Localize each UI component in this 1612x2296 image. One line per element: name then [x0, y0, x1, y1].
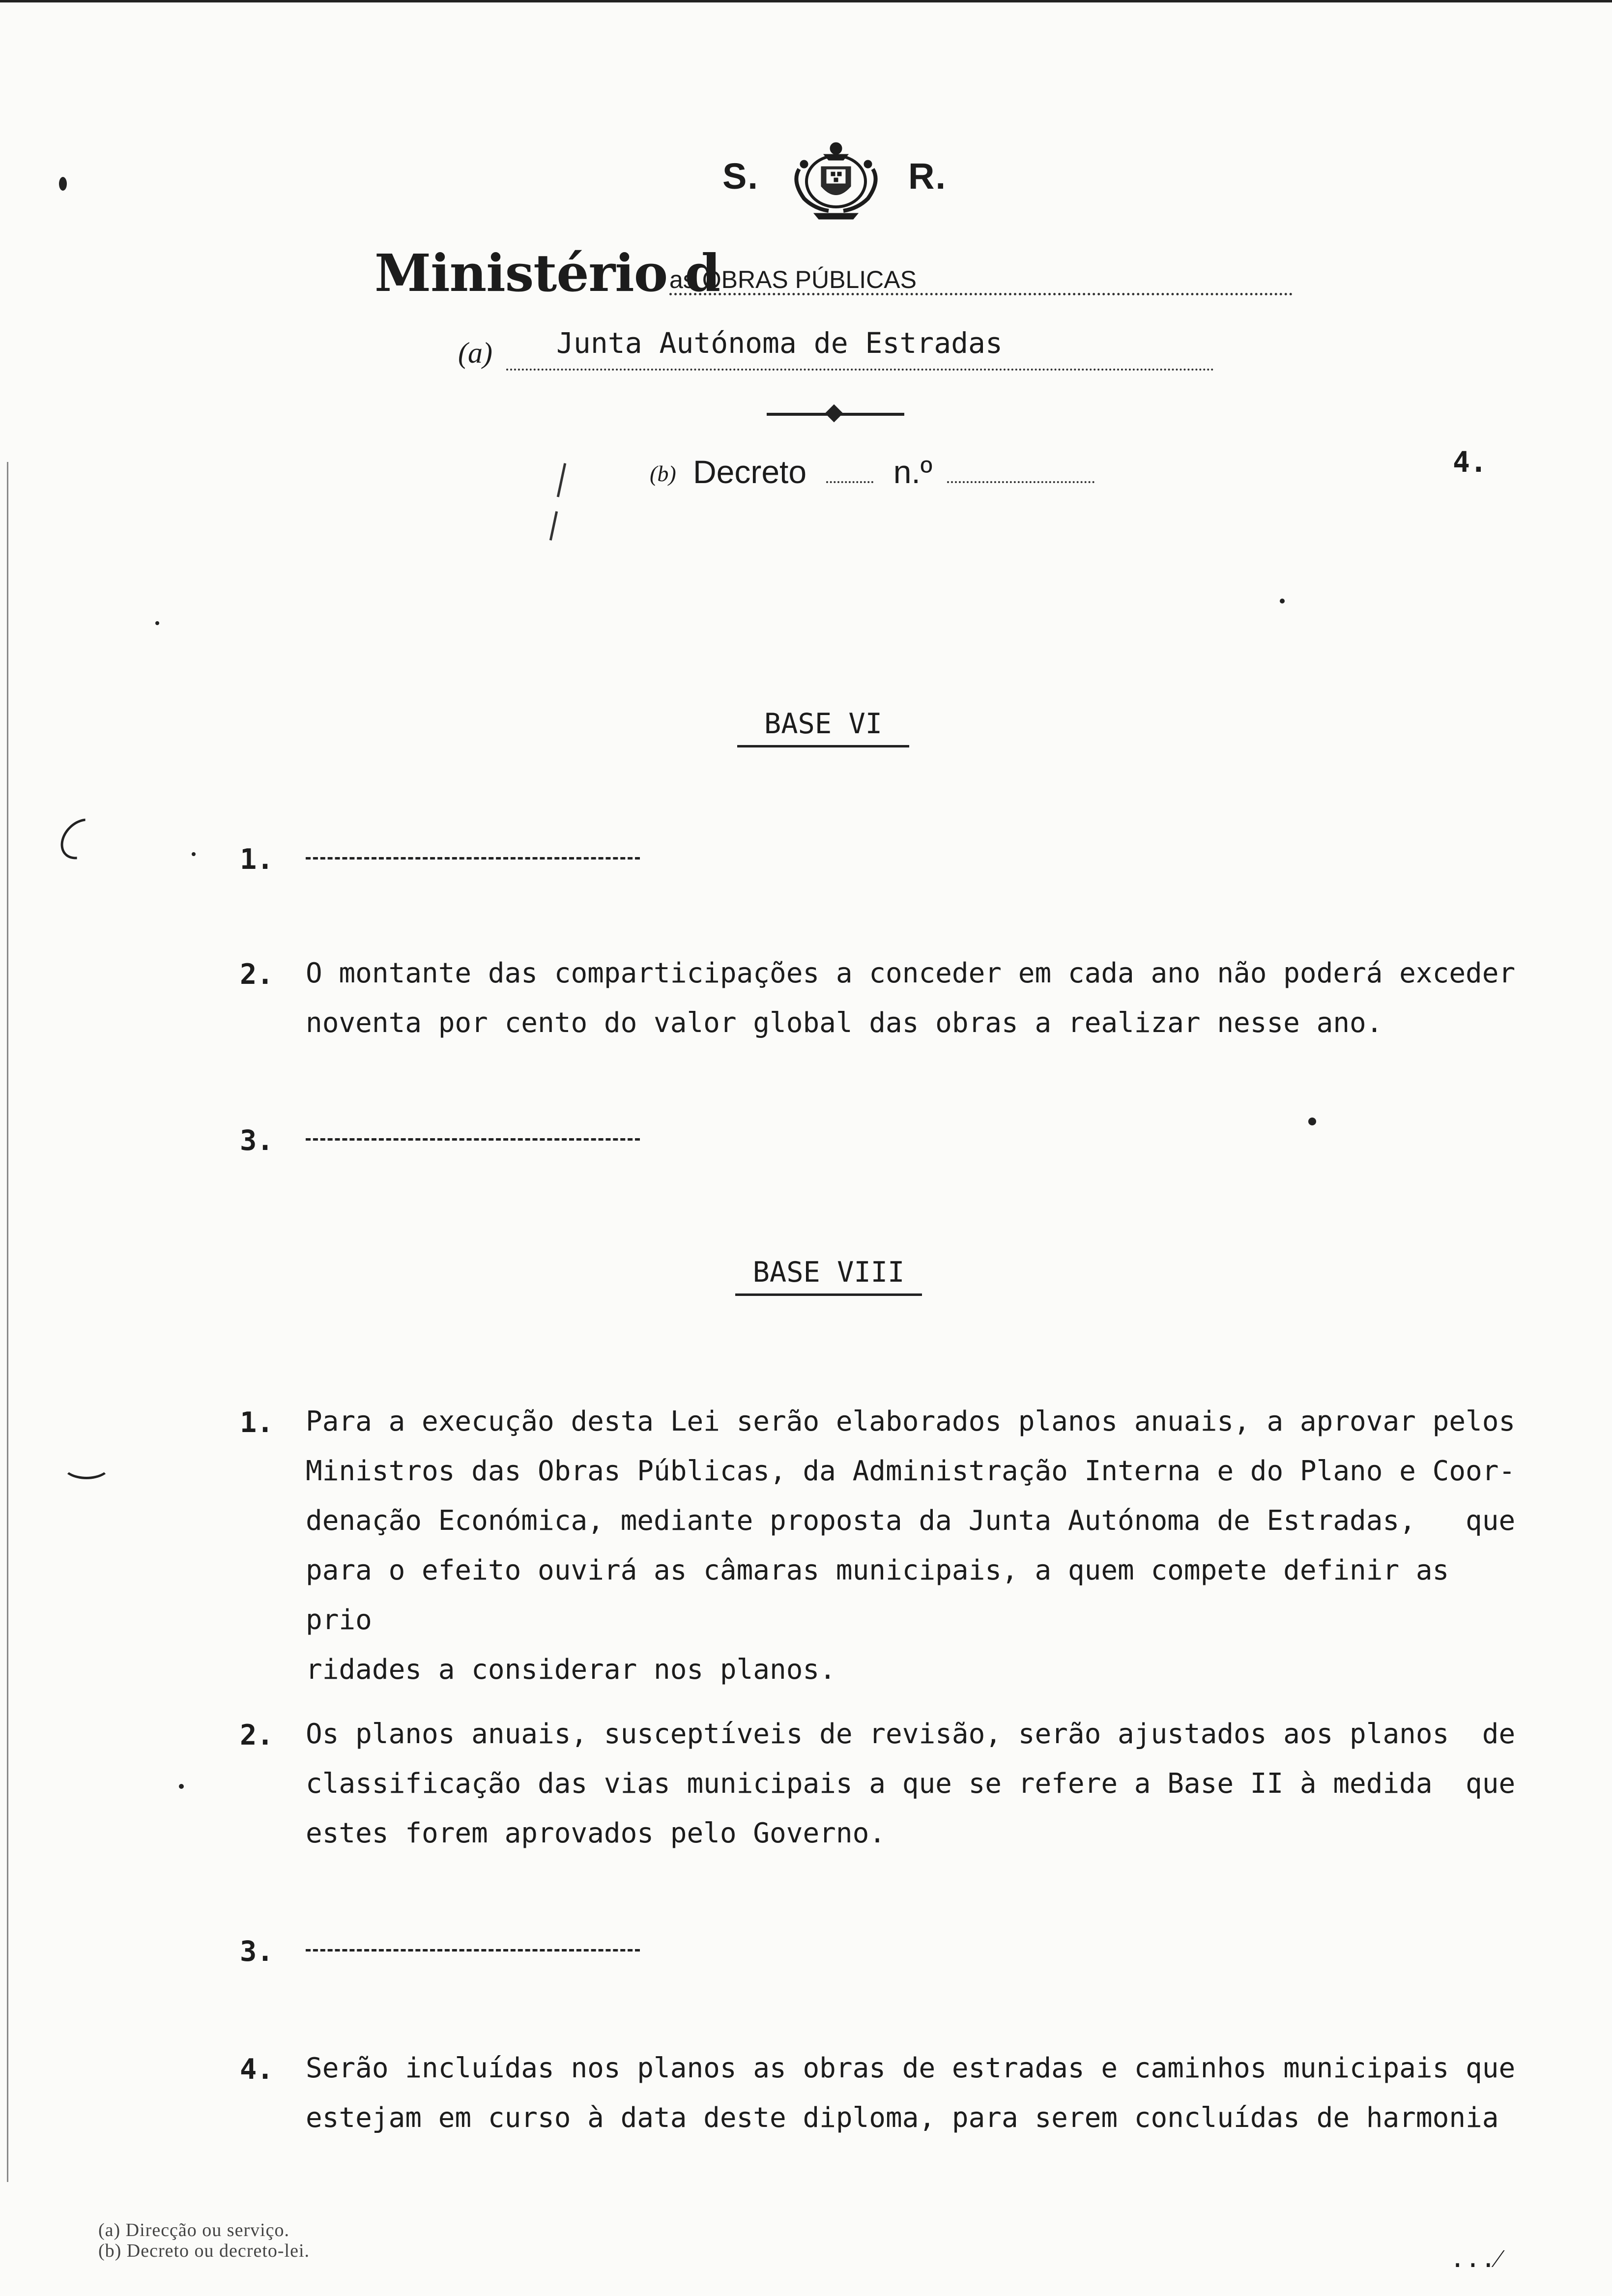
ink-speck — [179, 1784, 184, 1789]
paragraph-base-viii-1 — [306, 1397, 1520, 1694]
ornament-diamond-icon — [825, 404, 843, 423]
paragraph-line: ridades a considerar nos planos. — [306, 1654, 836, 1686]
entity-dotted-line — [506, 369, 1214, 371]
item-number: 1. — [240, 843, 274, 876]
margin-pencil-mark — [53, 810, 110, 867]
ministry-name-text: as OBRAS PÚBLICAS — [669, 266, 917, 293]
top-border-line — [0, 0, 1612, 2]
decree-footnote-label: (b) — [650, 461, 676, 486]
decree-line — [650, 453, 1094, 490]
decree-number-label: n.º — [893, 454, 932, 490]
header-letter-r: R. — [908, 156, 947, 197]
pen-stroke-mark — [549, 511, 558, 541]
paragraph-line: estes forem aprovados pelo Governo. — [306, 1817, 886, 1849]
section-title: BASE VIII — [752, 1256, 905, 1289]
ministry-dotted-line — [669, 293, 1293, 295]
ink-speck — [155, 621, 159, 625]
heading-underline — [737, 745, 909, 747]
entity-name: Junta Autónoma de Estradas — [556, 326, 1003, 360]
paragraph-line: Serão incluídas nos planos as obras de estradas e caminhos municipais que — [306, 2052, 1516, 2084]
paragraph-line: noventa por cento do valor global das obras a realizar nesse ano. — [306, 1007, 1383, 1039]
section-title: BASE VI — [764, 708, 883, 740]
item-number: 3. — [240, 1124, 274, 1157]
footnote-a: (a) Direcção ou serviço. — [98, 2220, 290, 2240]
ink-speck — [1280, 599, 1285, 603]
section-heading-base-viii — [735, 1256, 922, 1296]
item-number: 2. — [240, 958, 274, 991]
item-number: 4. — [240, 2053, 274, 2086]
omitted-text-dashes — [306, 1949, 640, 1952]
margin-pencil-mark — [62, 1451, 111, 1479]
decree-word: Decreto — [692, 454, 807, 490]
ink-speck — [1308, 1118, 1316, 1125]
pen-stroke-mark — [557, 463, 566, 497]
page-number: 4. — [1453, 445, 1487, 479]
continuation-mark: ...⁄ — [1450, 2244, 1500, 2273]
header-ornament-divider — [767, 413, 904, 416]
decree-number-dotted-blank — [947, 481, 1094, 483]
item-number: 1. — [240, 1406, 274, 1439]
paragraph-line: classificação das vias municipais a que se refere a Base II à medida que — [306, 1768, 1516, 1800]
footnote-b: (b) Decreto ou decreto-lei. — [98, 2240, 310, 2261]
paragraph-line: Os planos anuais, susceptíveis de revisão, serão ajustados aos planos de — [306, 1718, 1516, 1750]
paragraph-line: Para a execução desta Lei serão elaborados planos anuais, a aprovar pelos — [306, 1406, 1516, 1437]
heading-underline — [735, 1293, 922, 1296]
paragraph-line: denação Económica, mediante proposta da Junta Autónoma de Estradas, que — [306, 1505, 1516, 1537]
ink-speck — [192, 852, 196, 856]
item-number: 2. — [240, 1719, 274, 1751]
section-heading-base-vi — [737, 708, 909, 747]
coat-of-arms-seal-icon — [784, 140, 888, 223]
ministry-title-prefix: Ministério d — [374, 243, 720, 303]
paragraph-base-vi-2 — [306, 948, 1520, 1048]
paragraph-line: estejam em curso à data deste diploma, para serem concluídas de harmonia — [306, 2102, 1499, 2134]
left-margin-rule — [7, 462, 8, 2182]
omitted-text-dashes — [306, 857, 640, 860]
paragraph-base-viii-2 — [306, 1709, 1520, 1858]
omitted-text-dashes — [306, 1138, 640, 1141]
entity-footnote-label: (a) — [458, 337, 492, 369]
ink-speck — [59, 177, 67, 191]
item-number: 3. — [240, 1935, 274, 1968]
paragraph-line: para o efeito ouvirá as câmaras municipais, a quem compete definir as prio — [306, 1554, 1466, 1636]
header-letter-s: S. — [722, 156, 759, 197]
ministry-name — [669, 265, 917, 294]
paragraph-base-viii-4 — [306, 2043, 1520, 2143]
paragraph-line: Ministros das Obras Públicas, da Administração Interna e do Plano e Coor- — [306, 1455, 1516, 1487]
decree-type-dotted-blank — [826, 481, 873, 483]
paragraph-line: O montante das comparticipações a conceder em cada ano não poderá exceder — [306, 957, 1516, 989]
